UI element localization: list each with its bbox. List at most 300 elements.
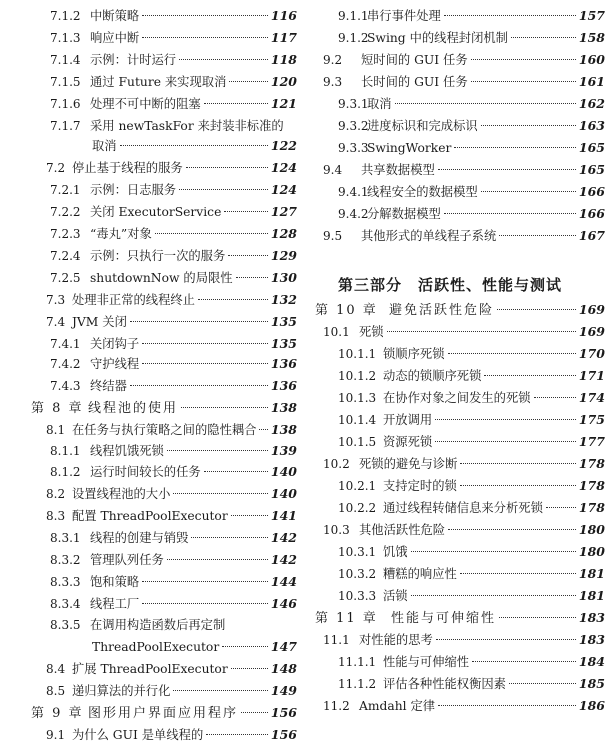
entry-title: 递归算法的并行化 xyxy=(72,684,171,698)
dot-leader xyxy=(259,429,267,430)
dot-leader xyxy=(472,661,576,662)
section-number: 8.3.4 xyxy=(50,597,81,611)
toc-entry xyxy=(50,246,297,266)
entry-title: 饱和策略 xyxy=(90,575,140,589)
entry-title: 对性能的思考 xyxy=(359,633,433,647)
part-heading: 第三部分 活跃性、性能与测试 xyxy=(338,276,563,294)
section-number: 8.5 xyxy=(46,684,66,698)
section-number: 11.1.1 xyxy=(338,655,377,669)
dot-leader xyxy=(142,15,268,16)
entry-title: 为什么 GUI 是单线程的 xyxy=(72,728,204,742)
entry-title: 糟糕的响应性 xyxy=(383,567,457,581)
entry-title: 线程安全的数据模型 xyxy=(367,185,478,199)
toc-entry xyxy=(338,476,605,496)
section-number: 7.4 xyxy=(46,315,66,329)
toc-entry xyxy=(338,138,605,158)
dot-leader xyxy=(120,145,268,146)
toc-entry xyxy=(50,202,297,222)
entry-title: 图形用户界面应用程序 xyxy=(88,706,239,721)
entry-title: SwingWorker xyxy=(367,141,452,155)
entry-title: 串行事件处理 xyxy=(367,9,441,23)
dot-leader xyxy=(173,690,268,691)
section-number: 第 8 章 xyxy=(31,401,84,416)
toc-entry xyxy=(46,290,297,310)
page-number: 165 xyxy=(578,140,605,155)
toc-entry xyxy=(46,158,297,178)
page-number: 183 xyxy=(578,610,605,625)
dot-leader xyxy=(142,37,268,38)
page-number: 171 xyxy=(578,368,605,383)
page-number: 135 xyxy=(270,336,297,351)
page-number: 118 xyxy=(270,52,297,67)
page-number: 156 xyxy=(270,705,297,720)
page-number: 170 xyxy=(578,346,605,361)
section-number: 9.4 xyxy=(323,163,343,177)
toc-entry xyxy=(338,116,605,136)
toc-entry xyxy=(50,268,297,288)
section-number: 7.1.2 xyxy=(50,9,81,23)
section-number: 10.1.2 xyxy=(338,369,377,383)
page-number: 121 xyxy=(270,96,297,111)
page-number: 157 xyxy=(578,8,605,23)
toc-entry xyxy=(338,652,605,672)
section-number: 9.5 xyxy=(323,229,343,243)
dot-leader xyxy=(179,189,268,190)
page-number: 186 xyxy=(578,698,605,713)
toc-entry xyxy=(50,116,297,136)
section-number: 8.1.1 xyxy=(50,444,81,458)
toc-entry xyxy=(338,182,605,202)
toc-entry xyxy=(46,484,297,504)
dot-leader xyxy=(229,81,268,82)
entry-title: 停止基于线程的服务 xyxy=(72,161,183,175)
dot-leader xyxy=(444,213,576,214)
entry-title: 线程工厂 xyxy=(90,597,140,611)
section-number: 第 10 章 xyxy=(315,303,378,318)
section-number: 10.3 xyxy=(323,523,350,537)
dot-leader xyxy=(387,331,576,332)
dot-leader xyxy=(224,211,268,212)
section-number: 7.4.1 xyxy=(50,337,81,351)
toc-entry xyxy=(323,226,605,246)
entry-title: Amdahl 定律 xyxy=(359,699,436,713)
section-number: 10.3.2 xyxy=(338,567,377,581)
toc-entry xyxy=(50,572,297,592)
section-number: 10.2.2 xyxy=(338,501,377,515)
page-number: 181 xyxy=(578,566,605,581)
entry-title: 评估各种性能权衡因素 xyxy=(383,677,506,691)
page-number: 138 xyxy=(270,400,297,415)
toc-entry xyxy=(338,388,605,408)
toc-entry xyxy=(338,6,605,26)
dot-leader xyxy=(179,59,268,60)
toc-entry xyxy=(338,344,605,364)
entry-title: 线程池的使用 xyxy=(88,401,179,416)
entry-title: 在任务与执行策略之间的隐性耦合 xyxy=(72,423,257,437)
dot-leader xyxy=(435,441,576,442)
dot-leader xyxy=(484,375,576,376)
dot-leader xyxy=(454,147,576,148)
page-number: 175 xyxy=(578,412,605,427)
toc-entry xyxy=(323,322,605,342)
page-number: 148 xyxy=(270,661,297,676)
toc-entry xyxy=(50,441,297,461)
dot-leader xyxy=(481,125,576,126)
entry-title: JVM 关闭 xyxy=(72,315,127,329)
section-number: 8.4 xyxy=(46,662,66,676)
dot-leader xyxy=(241,712,268,713)
entry-title: 配置 ThreadPoolExecutor xyxy=(72,509,228,523)
dot-leader xyxy=(206,734,268,735)
section-number: 8.1.2 xyxy=(50,465,81,479)
section-number: 10.3.1 xyxy=(338,545,377,559)
section-number: 第 11 章 xyxy=(315,611,378,626)
page-number: 178 xyxy=(578,500,605,515)
entry-title: 死锁 xyxy=(359,325,384,339)
dot-leader xyxy=(438,705,576,706)
toc-entry xyxy=(323,630,605,650)
entry-title: 关闭 ExecutorService xyxy=(90,205,222,219)
page-number: 161 xyxy=(578,74,605,89)
dot-leader xyxy=(411,595,576,596)
entry-title: shutdownNow 的局限性 xyxy=(90,271,233,285)
dot-leader xyxy=(395,103,576,104)
page-number: 142 xyxy=(270,530,297,545)
section-number: 9.3 xyxy=(323,75,343,89)
page-number: 160 xyxy=(578,52,605,67)
dot-leader xyxy=(236,277,268,278)
dot-leader xyxy=(167,559,268,560)
entry-title: 支持定时的锁 xyxy=(383,479,457,493)
dot-leader xyxy=(142,603,268,604)
section-number: 第 9 章 xyxy=(31,706,84,721)
section-number: 7.3 xyxy=(46,293,66,307)
entry-title: 避免活跃性危险 xyxy=(389,303,495,318)
section-number: 9.4.2 xyxy=(338,207,369,221)
toc-entry xyxy=(50,594,297,614)
toc-entry xyxy=(46,420,297,440)
page-number: 163 xyxy=(578,118,605,133)
page-number: 136 xyxy=(270,356,297,371)
entry-title: 示例：计时运行 xyxy=(90,53,177,67)
entry-title: 取消 xyxy=(367,97,392,111)
section-number: 7.2.1 xyxy=(50,183,81,197)
entry-title: 锁顺序死锁 xyxy=(383,347,445,361)
toc-entry xyxy=(50,50,297,70)
toc-entry xyxy=(323,454,605,474)
page-number: 142 xyxy=(270,552,297,567)
section-number: 11.1 xyxy=(323,633,350,647)
entry-title: 性能与可伸缩性 xyxy=(383,655,470,669)
section-number: 9.1 xyxy=(46,728,66,742)
dot-leader xyxy=(204,471,268,472)
dot-leader xyxy=(444,15,576,16)
entry-title: 分解数据模型 xyxy=(367,207,441,221)
entry-title: 性能与可伸缩性 xyxy=(391,611,497,626)
page-number: 139 xyxy=(270,443,297,458)
section-number: 7.1.3 xyxy=(50,31,81,45)
entry-title: 设置线程池的大小 xyxy=(72,487,171,501)
toc-entry xyxy=(323,696,605,716)
toc-entry xyxy=(338,28,605,48)
entry-title: 取消 xyxy=(92,139,117,153)
toc-entry xyxy=(323,160,605,180)
section-number: 8.1 xyxy=(46,423,66,437)
entry-title: 其他形式的单线程子系统 xyxy=(361,229,497,243)
dot-leader xyxy=(511,37,576,38)
section-number: 10.2.1 xyxy=(338,479,377,493)
entry-title: 线程饥饿死锁 xyxy=(90,444,164,458)
toc-entry xyxy=(50,528,297,548)
entry-title: 开放调用 xyxy=(383,413,433,427)
toc-entry xyxy=(323,50,605,70)
entry-title: 资源死锁 xyxy=(383,435,433,449)
toc-entry xyxy=(50,354,297,374)
dot-leader xyxy=(460,485,576,486)
section-number: 8.3.1 xyxy=(50,531,81,545)
dot-leader xyxy=(142,363,268,364)
dot-leader xyxy=(460,463,576,464)
toc-entry xyxy=(50,550,297,570)
section-number: 10.1.4 xyxy=(338,413,377,427)
chapter-entry xyxy=(315,608,605,628)
toc-entry xyxy=(323,72,605,92)
section-number: 7.1.7 xyxy=(50,119,81,133)
entry-title: 活锁 xyxy=(383,589,408,603)
entry-title: 在调用构造函数后再定制 xyxy=(90,618,226,632)
section-number: 10.1 xyxy=(323,325,350,339)
dot-leader xyxy=(181,407,268,408)
page-number: 130 xyxy=(270,270,297,285)
section-number: 8.3.5 xyxy=(50,618,81,632)
page-number: 128 xyxy=(270,226,297,241)
page-number: 140 xyxy=(270,464,297,479)
toc-entry xyxy=(338,586,605,606)
entry-title: 终结器 xyxy=(90,379,127,393)
page-number: 167 xyxy=(578,228,605,243)
dot-leader xyxy=(204,103,268,104)
page-number: 183 xyxy=(578,632,605,647)
entry-title: 示例：只执行一次的服务 xyxy=(90,249,226,263)
entry-title: Swing 中的线程封闭机制 xyxy=(367,31,508,45)
entry-title: 守护线程 xyxy=(90,357,140,371)
page-number: 127 xyxy=(270,204,297,219)
dot-leader xyxy=(186,167,268,168)
entry-title: 饥饿 xyxy=(383,545,408,559)
section-number: 9.4.1 xyxy=(338,185,369,199)
section-number: 7.4.3 xyxy=(50,379,81,393)
page-number: 124 xyxy=(270,160,297,175)
page-number: 166 xyxy=(578,206,605,221)
entry-title: 扩展 ThreadPoolExecutor xyxy=(72,662,228,676)
entry-title: “毒丸”对象 xyxy=(90,227,152,241)
dot-leader xyxy=(499,235,576,236)
section-number: 9.1.1 xyxy=(338,9,369,23)
entry-title: 线程的创建与销毁 xyxy=(90,531,189,545)
page-number: 158 xyxy=(578,30,605,45)
toc-entry xyxy=(50,615,297,635)
toc-entry xyxy=(338,432,605,452)
toc-entry xyxy=(92,136,297,156)
entry-title: 短时间的 GUI 任务 xyxy=(361,53,468,67)
page-number: 149 xyxy=(270,683,297,698)
page-number: 156 xyxy=(270,727,297,742)
section-number: 7.4.2 xyxy=(50,357,81,371)
entry-title: 采用 newTaskFor 来封装非标准的 xyxy=(90,119,284,133)
section-number: 10.1.5 xyxy=(338,435,377,449)
dot-leader xyxy=(438,169,576,170)
section-number: 9.1.2 xyxy=(338,31,369,45)
toc-entry xyxy=(92,637,297,657)
section-number: 11.1.2 xyxy=(338,677,377,691)
dot-leader xyxy=(222,646,268,647)
dot-leader xyxy=(471,81,576,82)
toc-entry xyxy=(338,204,605,224)
section-number: 7.1.6 xyxy=(50,97,81,111)
page-number: 180 xyxy=(578,522,605,537)
page-number: 135 xyxy=(270,314,297,329)
dot-leader xyxy=(228,255,268,256)
toc-entry xyxy=(46,725,297,745)
section-number: 9.3.1 xyxy=(338,97,369,111)
toc-entry xyxy=(338,498,605,518)
section-number: 7.1.5 xyxy=(50,75,81,89)
section-number: 10.1.1 xyxy=(338,347,377,361)
section-number: 7.2.3 xyxy=(50,227,81,241)
page-number: 181 xyxy=(578,588,605,603)
dot-leader xyxy=(460,573,576,574)
page-number: 178 xyxy=(578,456,605,471)
dot-leader xyxy=(534,397,576,398)
toc-entry xyxy=(46,659,297,679)
page-number: 116 xyxy=(270,8,297,23)
page-number: 162 xyxy=(578,96,605,111)
dot-leader xyxy=(130,385,268,386)
section-number: 7.2.5 xyxy=(50,271,81,285)
dot-leader xyxy=(167,450,268,451)
dot-leader xyxy=(191,537,268,538)
section-number: 8.2 xyxy=(46,487,66,501)
page-number: 138 xyxy=(270,422,297,437)
section-number: 10.1.3 xyxy=(338,391,377,405)
toc-entry xyxy=(50,180,297,200)
entry-title: 长时间的 GUI 任务 xyxy=(361,75,468,89)
entry-title: 进度标识和完成标识 xyxy=(367,119,478,133)
toc-entry xyxy=(50,334,297,354)
toc-entry xyxy=(338,674,605,694)
section-number: 8.3.2 xyxy=(50,553,81,567)
entry-title: 处理非正常的线程终止 xyxy=(72,293,195,307)
section-number: 7.1.4 xyxy=(50,53,81,67)
dot-leader xyxy=(436,639,576,640)
section-number: 11.2 xyxy=(323,699,350,713)
entry-title: 管理队列任务 xyxy=(90,553,164,567)
dot-leader xyxy=(142,581,268,582)
entry-title: 其他活跃性危险 xyxy=(359,523,446,537)
section-number: 9.3.3 xyxy=(338,141,369,155)
toc-entry xyxy=(50,224,297,244)
page-number: 147 xyxy=(270,639,297,654)
dot-leader xyxy=(471,59,576,60)
dot-leader xyxy=(142,343,268,344)
entry-title: ThreadPoolExecutor xyxy=(92,640,220,654)
dot-leader xyxy=(411,551,576,552)
dot-leader xyxy=(509,683,576,684)
page-number: 132 xyxy=(270,292,297,307)
entry-title: 响应中断 xyxy=(90,31,140,45)
page-number: 185 xyxy=(578,676,605,691)
dot-leader xyxy=(231,515,268,516)
section-number: 10.2 xyxy=(323,457,350,471)
toc-entry xyxy=(46,681,297,701)
chapter-entry xyxy=(315,300,605,320)
page-number: 122 xyxy=(270,138,297,153)
entry-title: 共享数据模型 xyxy=(361,163,435,177)
toc-entry xyxy=(338,564,605,584)
entry-title: 处理不可中断的阻塞 xyxy=(90,97,201,111)
toc-entry xyxy=(50,28,297,48)
page-number: 129 xyxy=(270,248,297,263)
page-number: 180 xyxy=(578,544,605,559)
entry-title: 动态的锁顺序死锁 xyxy=(383,369,482,383)
toc-entry xyxy=(50,376,297,396)
page-number: 177 xyxy=(578,434,605,449)
section-number: 9.3.2 xyxy=(338,119,369,133)
chapter-entry xyxy=(31,398,297,418)
toc-entry xyxy=(50,462,297,482)
dot-leader xyxy=(155,233,268,234)
toc-entry xyxy=(50,94,297,114)
page-number: 184 xyxy=(578,654,605,669)
chapter-entry xyxy=(31,703,297,723)
dot-leader xyxy=(481,191,576,192)
toc-entry xyxy=(50,72,297,92)
page-number: 174 xyxy=(578,390,605,405)
toc-entry xyxy=(323,520,605,540)
page-number: 169 xyxy=(578,302,605,317)
section-number: 7.2.4 xyxy=(50,249,81,263)
toc-entry xyxy=(46,506,297,526)
dot-leader xyxy=(499,617,576,618)
dot-leader xyxy=(497,309,576,310)
entry-title: 中断策略 xyxy=(90,9,140,23)
page-number: 124 xyxy=(270,182,297,197)
section-number: 9.2 xyxy=(323,53,343,67)
section-number: 7.2 xyxy=(46,161,66,175)
page-number: 117 xyxy=(270,30,297,45)
page-number: 169 xyxy=(578,324,605,339)
page-number: 146 xyxy=(270,596,297,611)
page-number: 144 xyxy=(270,574,297,589)
section-number: 8.3 xyxy=(46,509,66,523)
page-number: 120 xyxy=(270,74,297,89)
page-number: 178 xyxy=(578,478,605,493)
entry-title: 示例：日志服务 xyxy=(90,183,177,197)
page-number: 165 xyxy=(578,162,605,177)
dot-leader xyxy=(546,507,576,508)
section-number: 10.3.3 xyxy=(338,589,377,603)
entry-title: 运行时间较长的任务 xyxy=(90,465,201,479)
toc-entry xyxy=(338,94,605,114)
section-number: 7.2.2 xyxy=(50,205,81,219)
entry-title: 在协作对象之间发生的死锁 xyxy=(383,391,531,405)
toc-entry xyxy=(338,366,605,386)
dot-leader xyxy=(130,321,268,322)
page-number: 140 xyxy=(270,486,297,501)
toc-entry xyxy=(338,410,605,430)
dot-leader xyxy=(198,299,268,300)
toc-entry xyxy=(338,542,605,562)
